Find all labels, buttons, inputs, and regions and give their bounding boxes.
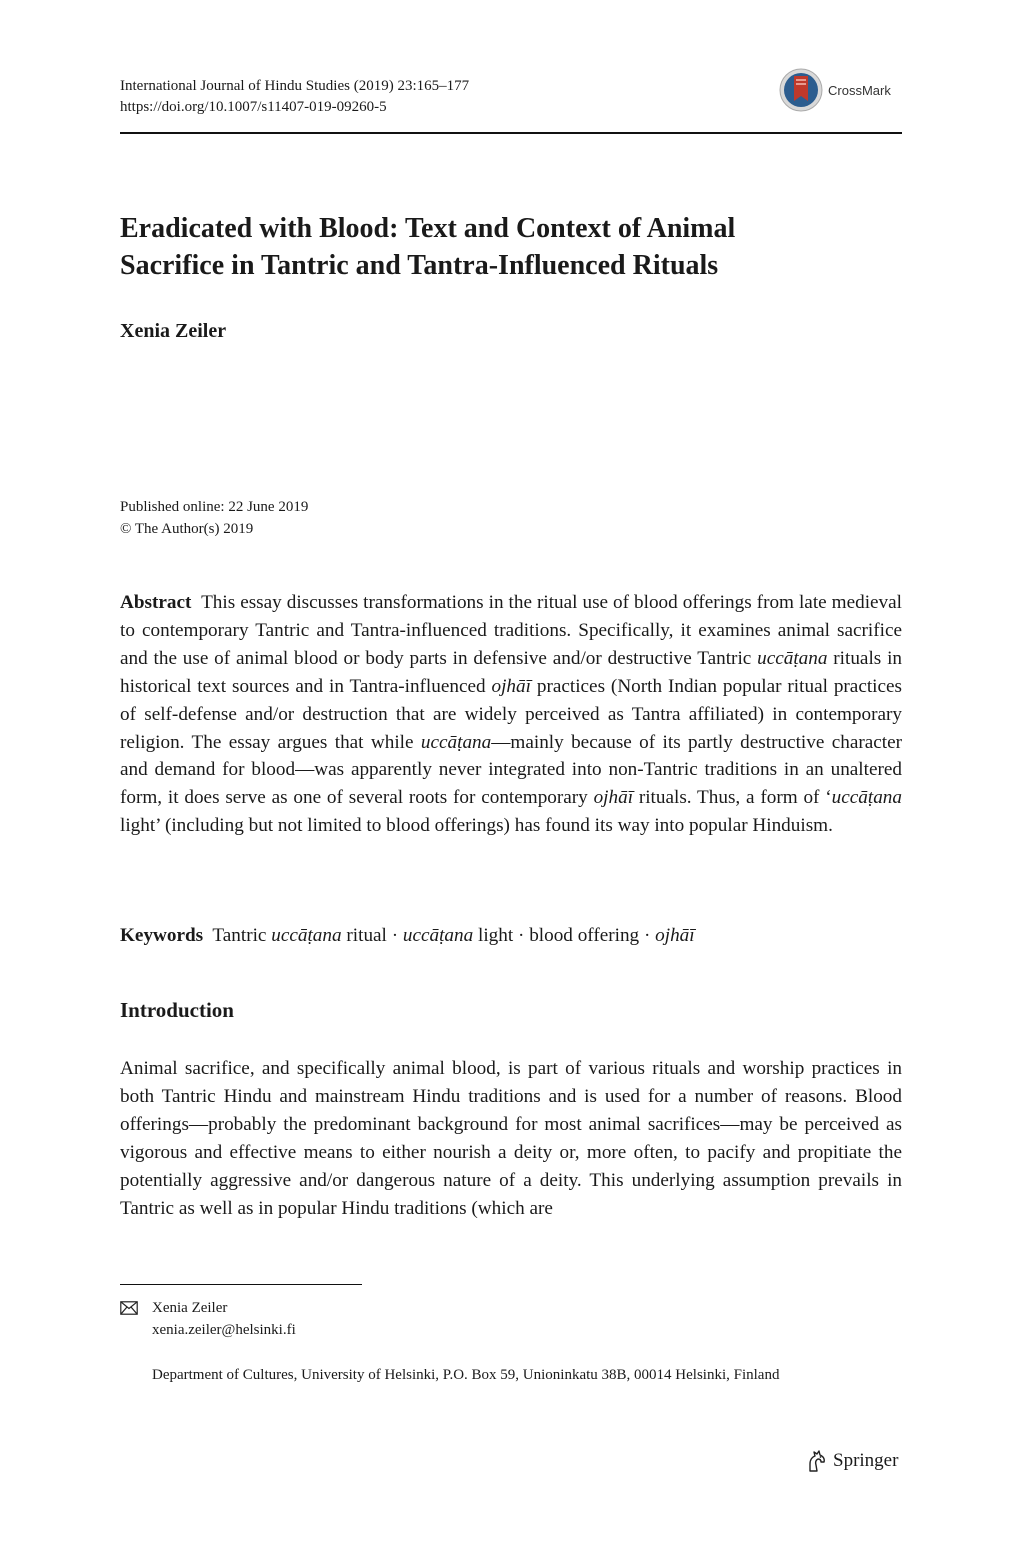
abstract-term: uccāṭana [831,787,902,809]
abstract-text-6: light’ (including but not limited to blood offerings) has found its way into popular Hinduism. [120,815,833,837]
publication-info [120,496,308,540]
journal-header [120,76,760,118]
author-name: Xenia Zeiler [120,320,227,342]
published-date: Published online: 22 June 2019 [120,499,309,515]
title-line-2: Sacrifice in Tantric and Tantra-Influenced Rituals [120,250,719,281]
abstract-text-2: rituals in historical text sources and in Tantra-influenced [120,647,902,697]
introduction-paragraph: Animal sacrifice, and specifically animal blood, is part of various rituals and worship practices in both Tantric Hindu and mainstream Hindu traditions and is used for a number of reasons. Blood offerings—probably the predominant background for most animal sacrifices—may be perceived as vigorous and effective means to either nourish a deity or, more often, to pacify and propitiate the potentially aggressive and/or dangerous nature of a deity. This underlying assumption prevails in Tantric as well as in popular Hindu traditions (which are [120,1058,902,1219]
abstract-term: ojhāī [593,787,634,809]
abstract-label: Abstract [120,592,192,613]
springer-horse-icon [806,1449,828,1473]
journal-citation: International Journal of Hindu Studies (2019) 23:165–177 [120,78,470,94]
abstract-text-3: practices (North Indian popular ritual practices of self-defense and/or destruction that are widely perceived as Tantra affiliated) in contemporary religion. The essay argues that while [120,675,902,753]
contact-name: Xenia Zeiler [152,1300,228,1316]
contact-email[interactable]: xenia.zeiler@helsinki.fi [152,1322,296,1338]
corresponding-author [120,1297,296,1341]
keyword-3: blood offering [529,925,640,946]
envelope-icon [120,1297,152,1322]
header-divider [120,132,902,134]
publisher-logo [806,1449,898,1473]
copyright-notice: © The Author(s) 2019 [120,521,254,537]
article-title [120,210,880,284]
footnote-divider [120,1284,362,1285]
crossmark-label: CrossMark [828,82,891,98]
abstract-text-1: This essay discusses transformations in the ritual use of blood offerings from late medieval to contemporary Tantric and Tantra-influenced traditions. Specifically, it examines animal sacrifice and the use of animal blood or body parts in defensive and/or destructive Tantric [120,592,902,669]
abstract-term: uccāṭana [757,647,828,669]
abstract-text-5: rituals. Thus, a form of ‘ [633,787,832,809]
introduction-heading: Introduction [120,998,234,1022]
keyword-separator: · [386,925,403,946]
title-line-1: Eradicated with Blood: Text and Context of Animal [120,213,736,244]
keyword-separator: · [513,925,530,946]
abstract [120,589,902,840]
crossmark-badge[interactable] [778,66,908,114]
author-affiliation: Department of Cultures, University of Helsinki, P.O. Box 59, Unioninkatu 38B, 00014 Helsinki, Finland [152,1367,780,1383]
crossmark-icon [778,67,824,113]
abstract-term: uccāṭana [420,731,492,753]
doi-link[interactable]: https://doi.org/10.1007/s11407-019-09260-5 [120,99,387,115]
keywords-label: Keywords [120,925,204,946]
keyword-4: ojhāī [655,925,695,946]
keywords [120,922,902,949]
abstract-term: ojhāī [491,675,531,697]
keyword-2: uccāṭana light [402,925,514,946]
keyword-1: Tantric uccāṭana ritual [212,925,387,946]
publisher-name: Springer [833,1450,899,1471]
keyword-separator: · [639,925,656,946]
abstract-text-4: —mainly because of its partly destructive character and demand for blood—was apparently never integrated into non-Tantric traditions in an unaltered form, it does serve as one of several roots for contemporary [120,731,902,809]
